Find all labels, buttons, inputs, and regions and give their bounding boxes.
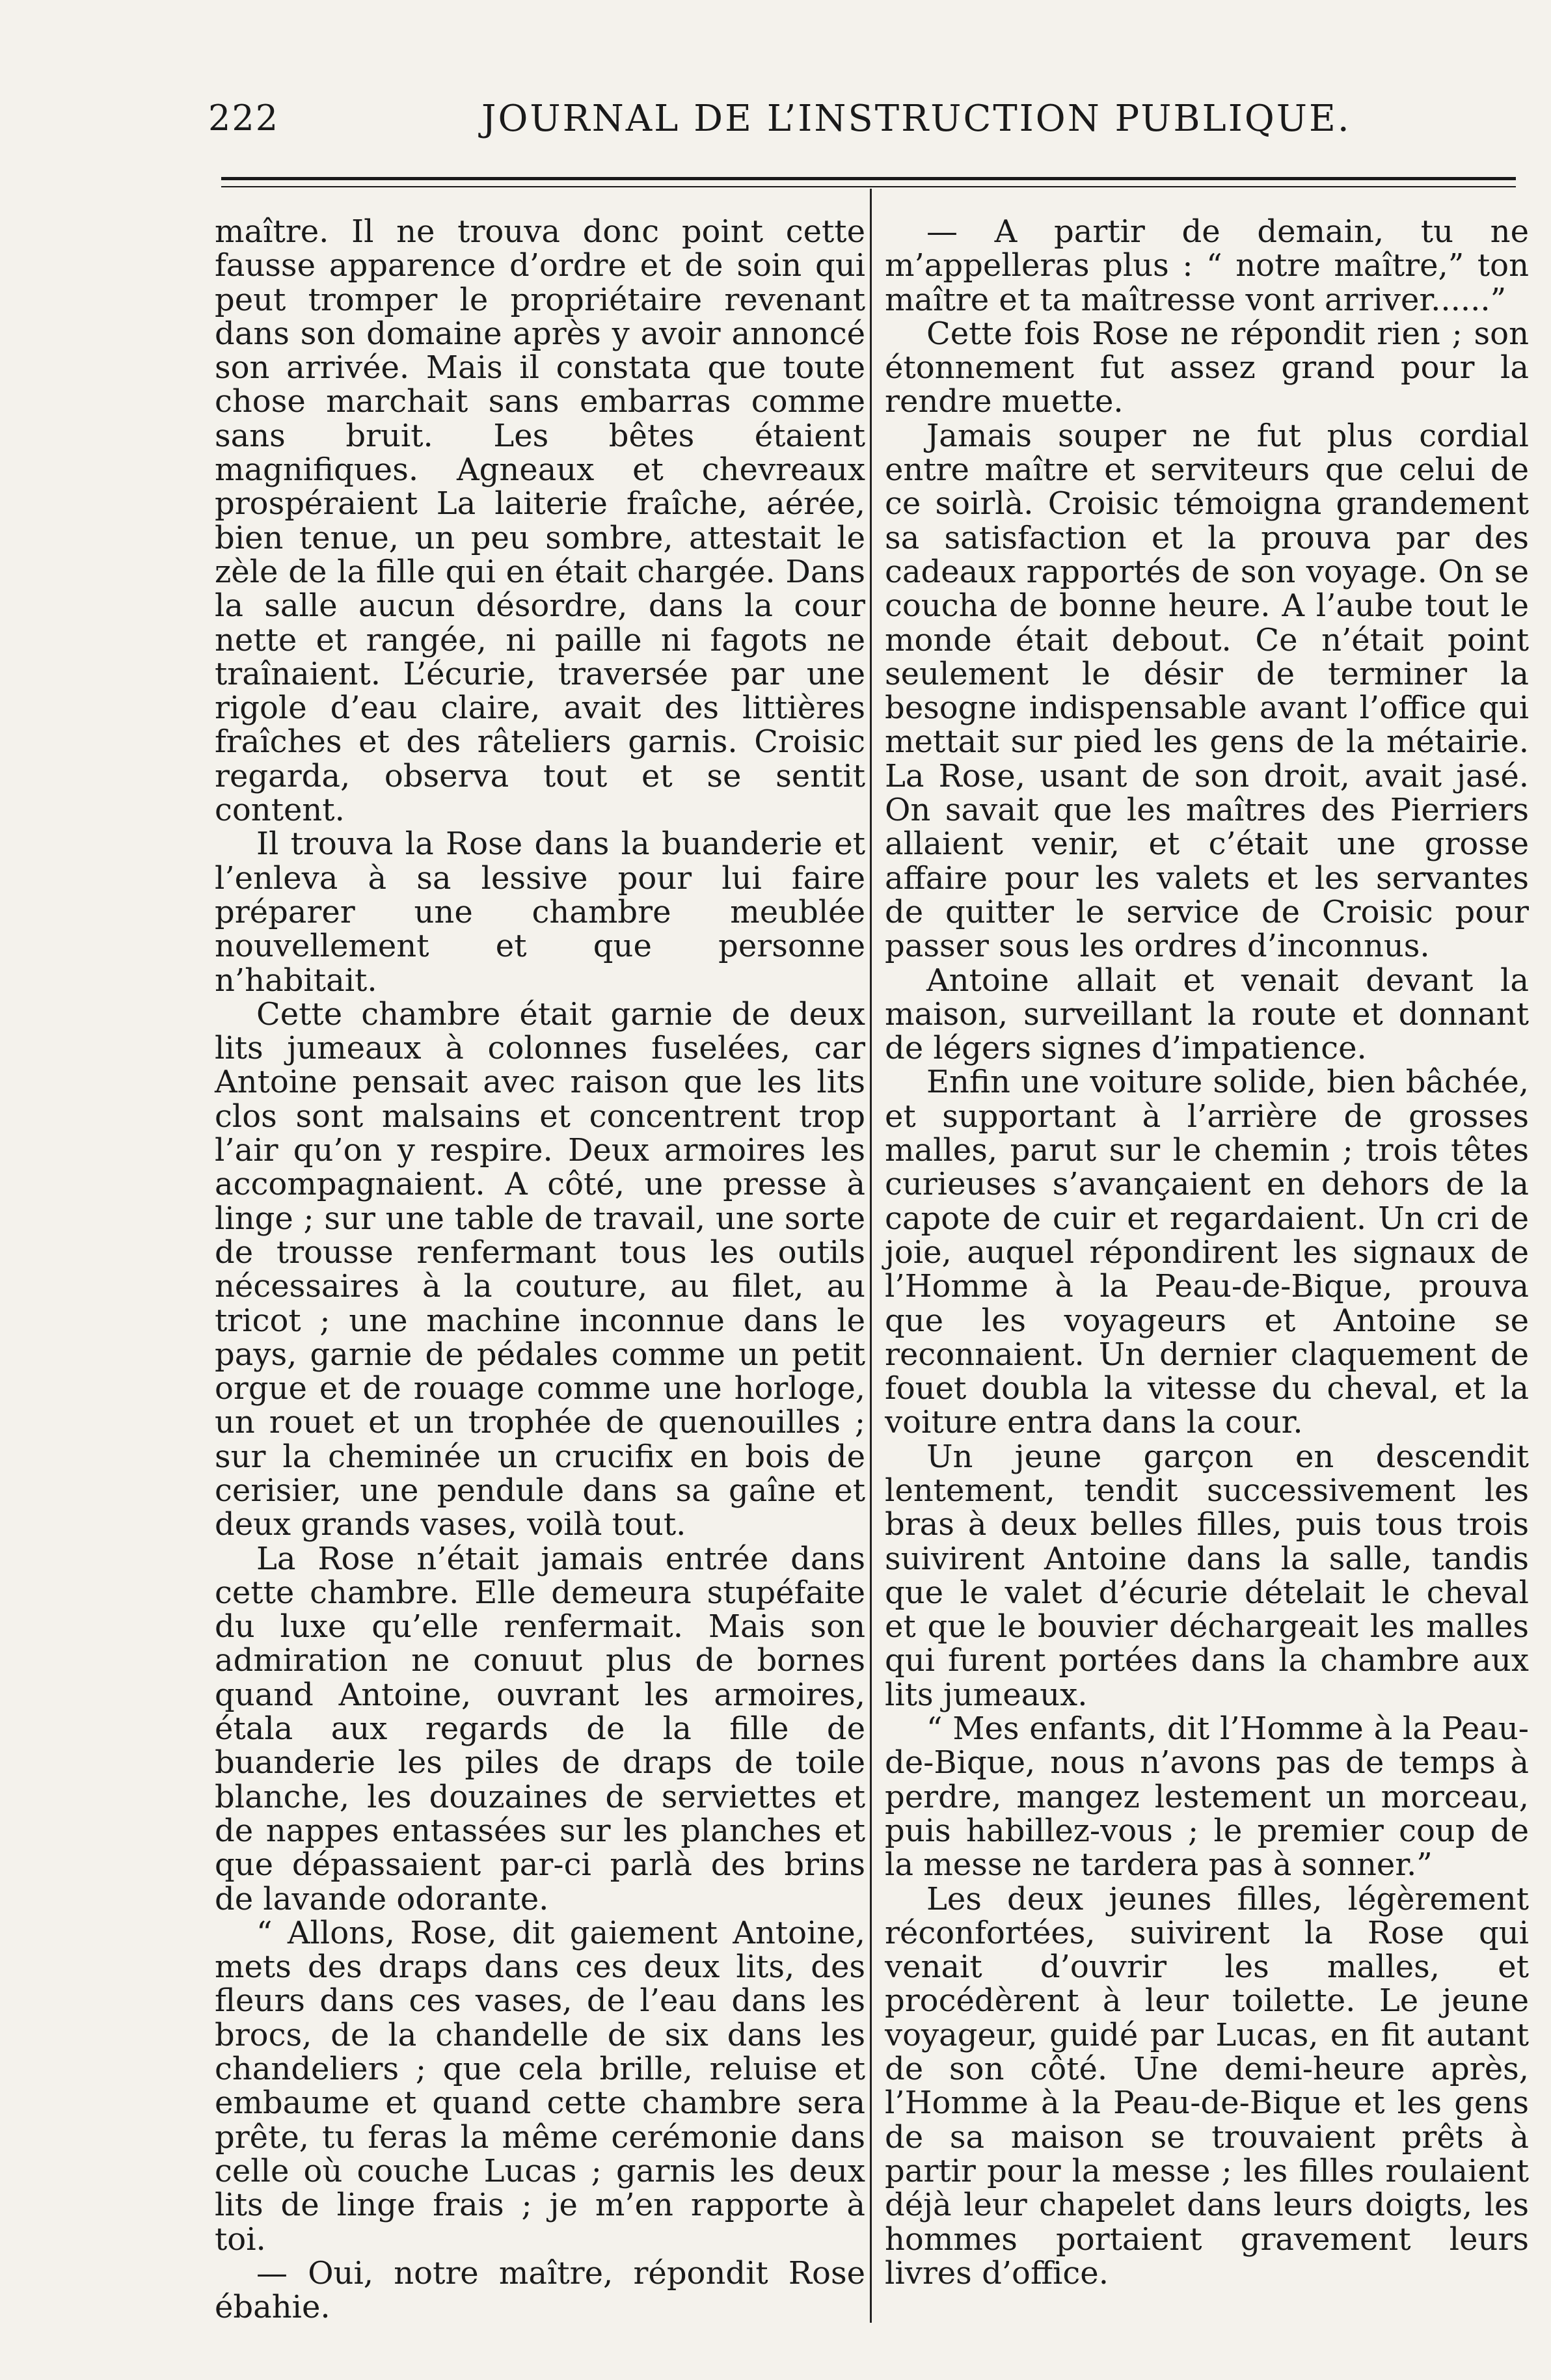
header-rule: [221, 177, 1516, 180]
paragraph: — A partir de demain, tu ne m’appelleras plus : “ notre maître,” ton maître et ta maîtresse vont arriver......”: [885, 213, 1529, 318]
column-divider: [870, 189, 872, 2323]
paragraph: Il trouva la Rose dans la buanderie et l’enleva à sa lessive pour lui faire préparer une chambre meublée nouvellement et que personne n’habitait.: [215, 826, 865, 999]
page-number: 222: [208, 98, 280, 139]
running-title: JOURNAL DE L’INSTRUCTION PUBLIQUE.: [481, 98, 1351, 140]
paragraph: Antoine allait et venait devant la maison, surveillant la route et donnant de légers signes d’impatience.: [885, 962, 1529, 1067]
paragraph: Les deux jeunes filles, légèrement réconfortées, suivirent la Rose qui venait d’ouvrir les malles, et procédèrent à leur toilette. Le jeune voyageur, guidé par Lucas, en fit autant de son côté. Une demi-heure après, l’Homme à la Peau-de-Bique et les gens de sa maison se trouvaient prêts à partir pour la messe ; les filles roulaient déjà leur chapelet dans leurs doigts, les hommes portaient gravement leurs livres d’office.: [885, 1880, 1529, 2292]
paragraph: maître. Il ne trouva donc point cette fausse apparence d’ordre et de soin qui peut tromper le propriétaire revenant dans son domaine après y avoir annoncé son arrivée. Mais il constata que toute chose marchait sans embarras comme sans bruit. Les bêtes étaient magnifiques. Agneaux et chevreaux prospéraient La laiterie fraîche, aérée, bien tenue, un peu sombre, attestait le zèle de la fille qui en était chargée. Dans la salle aucun désordre, dans la cour nette et rangée, ni paille ni fagots ne traînaient. L’écurie, traversée par une rigole d’eau claire, avait des littières fraîches et des râteliers garnis. Croisic regarda, observa tout et se sentit content.: [215, 213, 865, 829]
paragraph: Jamais souper ne fut plus cordial entre maître et serviteurs que celui de ce soirlà. Croisic témoigna grandement sa satisfaction et la prouva par des cadeaux rapportés de son voyage. On se coucha de bonne heure. A l’aube tout le monde était debout. Ce n’était point seulement le désir de terminer la besogne indispensable avant l’office qui mettait sur pied les gens de la métairie. La Rose, usant de son droit, avait jasé. On savait que les maîtres des Pierriers allaient venir, et c’était une grosse affaire pour les valets et les servantes de quitter le service de Croisic pour passer sous les ordres d’inconnus.: [885, 417, 1529, 965]
paragraph: Un jeune garçon en descendit lentement, tendit successivement les bras à deux belles filles, puis tous trois suivirent Antoine dans la salle, tandis que le valet d’écurie dételait le cheval et que le bouvier déchargeait les malles qui furent portées dans la chambre aux lits jumeaux.: [885, 1438, 1529, 1713]
paragraph: “ Mes enfants, dit l’Homme à la Peau-de-Bique, nous n’avons pas de temps à perdre, mangez lestement un morceau, puis habillez-vous ; le premier coup de la messe ne tardera pas à sonner.”: [885, 1711, 1529, 1884]
page-header: [208, 98, 1351, 150]
paragraph: “ Allons, Rose, dit gaiement Antoine, mets des draps dans ces deux lits, des fleurs dans ces vases, de l’eau dans les brocs, de la chandelle de six dans les chandeliers ; que cela brille, reluise et embaume et quand cette chambre sera prête, tu feras la même cerémonie dans celle où couche Lucas ; garnis les deux lits de linge frais ; je m’en rapporte à toi.: [215, 1914, 865, 2258]
right-column: [885, 215, 1529, 2290]
left-column: [215, 215, 865, 2324]
paragraph: La Rose n’était jamais entrée dans cette chambre. Elle demeura stupéfaite du luxe qu’elle renfermait. Mais son admiration ne conuut plus de bornes quand Antoine, ouvrant les armoires, étala aux regards de la fille de buanderie les piles de draps de toile blanche, les douzaines de serviettes et de nappes entassées sur les planches et que dépassaient par-ci parlà des brins de lavande odorante.: [215, 1540, 865, 1917]
header-rule-thin: [221, 186, 1516, 187]
paragraph: Cette chambre était garnie de deux lits jumeaux à colonnes fuselées, car Antoine pensait avec raison que les lits clos sont malsains et concentrent trop l’air qu’on y respire. Deux armoires les accompagnaient. A côté, une presse à linge ; sur une table de travail, une sorte de trousse renfermant tous les outils nécessaires à la couture, au filet, au tricot ; une machine inconnue dans le pays, garnie de pédales comme un petit orgue et de rouage comme une horloge, un rouet et un trophée de quenouilles ; sur la cheminée un crucifix en bois de cerisier, une pendule dans sa gaîne et deux grands vases, voilà tout.: [215, 995, 865, 1543]
paragraph: — Oui, notre maître, répondit Rose ébahie.: [215, 2254, 865, 2326]
paragraph: Cette fois Rose ne répondit rien ; son étonnement fut assez grand pour la rendre muette.: [885, 315, 1529, 420]
paragraph: Enfin une voiture solide, bien bâchée, et supportant à l’arrière de grosses malles, parut sur le chemin ; trois têtes curieuses s’avançaient en dehors de la capote de cuir et regardaient. Un cri de joie, auquel répondirent les signaux de l’Homme à la Peau-de-Bique, prouva que les voyageurs et Antoine se reconnaient. Un dernier claquement de fouet doubla la vitesse du cheval, et la voiture entra dans la cour.: [885, 1064, 1529, 1441]
